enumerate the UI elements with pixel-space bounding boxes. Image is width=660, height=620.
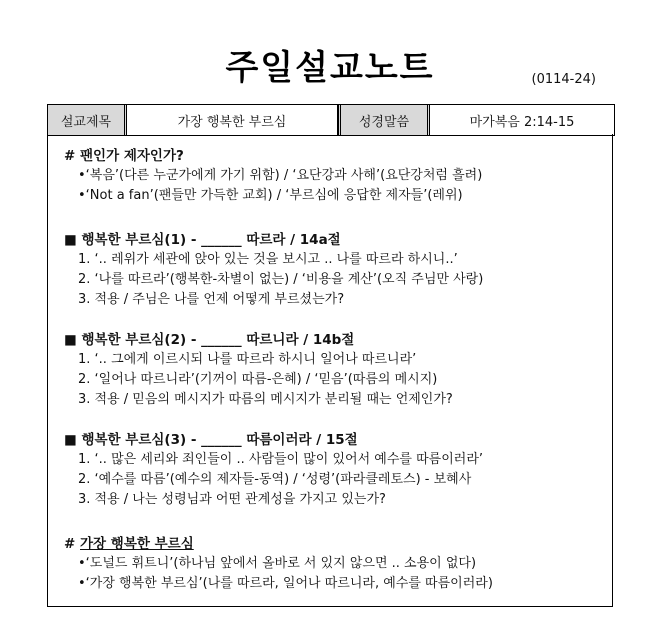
section-happiest-calling — [64, 534, 604, 594]
list-item: 2. ‘나를 따르라’(행복한-차별이 없는) / ‘비용을 계산’(오직 주님만 사랑) — [78, 272, 484, 287]
section-fan-or-disciple — [64, 146, 604, 206]
section-calling-3 — [64, 430, 604, 510]
scripture-label: 성경말씀 — [338, 105, 430, 135]
list-item: •‘도널드 휘트니’(하나님 앞에서 올바로 서 있지 않으면 .. 소용이 없다) — [78, 556, 477, 571]
section-heading — [64, 534, 604, 554]
scripture-reference: 마가복음 2:14-15 — [469, 114, 575, 130]
note-code: (0114-24) — [531, 72, 596, 87]
heading-text: 가장 행복한 부르심 — [80, 536, 194, 552]
section-heading: ■ 행복한 부르심(2) - ______ 따르니라 / 14b절 — [64, 332, 355, 348]
list-item: 3. 적용 / 주님은 나를 언제 어떻게 부르셨는가? — [78, 292, 345, 307]
list-item: 2. ‘일어나 따르니라’(기꺼이 따름-은혜) / ‘믿음’(따름의 메시지) — [78, 372, 438, 387]
page-title: 주일설교노트 — [225, 48, 435, 88]
list-item: 1. ‘.. 레위가 세관에 앉아 있는 것을 보시고 .. 나를 따르라 하시니..’ — [78, 252, 458, 267]
list-item: 3. 적용 / 믿음의 메시지가 따름의 메시지가 분리될 때는 언제인가? — [78, 392, 453, 407]
heading-prefix: # — [64, 536, 81, 552]
sermon-title: 가장 행복한 부르심 — [127, 105, 338, 135]
section-heading: # 팬인가 제자인가? — [64, 148, 184, 164]
list-item: 3. 적용 / 나는 성령님과 어떤 관계성을 가지고 있는가? — [78, 492, 386, 507]
section-heading: ■ 행복한 부르심(3) - ______ 따름이러라 / 15절 — [64, 432, 358, 448]
list-item: 1. ‘.. 많은 세리와 죄인들이 .. 사람들이 많이 있어서 예수를 따름이러라’ — [78, 452, 484, 467]
section-calling-1 — [64, 230, 604, 310]
list-item: 1. ‘.. 그에게 이르시되 나를 따르라 하시니 일어나 따르니라’ — [78, 352, 417, 367]
section-heading: ■ 행복한 부르심(1) - ______ 따르라 / 14a절 — [64, 232, 341, 248]
list-item: •‘가장 행복한 부르심’(나를 따르라, 일어나 따르니라, 예수를 따름이러라) — [78, 576, 493, 591]
sermon-title-label: 설교제목 — [48, 105, 127, 135]
list-item: 2. ‘예수를 따름’(예수의 제자들-동역) / ‘성령’(파라클레토스) - 보혜사 — [78, 472, 472, 487]
list-item: •‘복음’(다른 누군가에게 가기 위함) / ‘요단강과 사해’(요단강처럼 흘려) — [78, 168, 483, 183]
list-item: •‘Not a fan’(팬들만 가득한 교회) / ‘부르심에 응답한 제자들’(레위) — [78, 188, 463, 203]
section-calling-2 — [64, 330, 604, 410]
sermon-info-table — [47, 104, 615, 136]
